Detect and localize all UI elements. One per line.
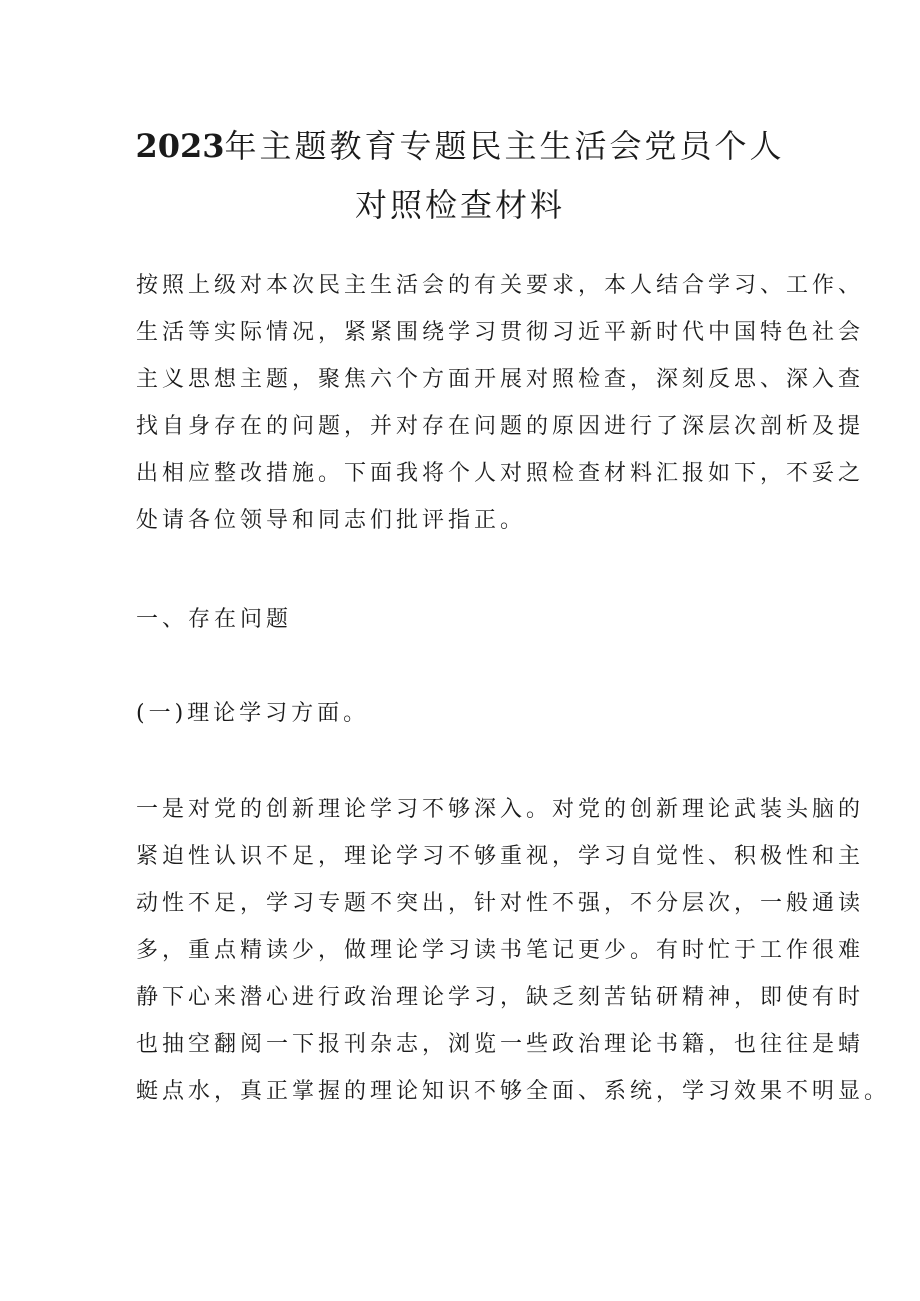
paragraph-line: 处请各位领导和同志们批评指正。 xyxy=(136,508,527,533)
subsection-heading: (一)理论学习方面。 xyxy=(136,701,370,726)
title-year: 2023 xyxy=(135,127,225,165)
paragraph-line: 出相应整改措施。下面我将个人对照检查材料汇报如下，不妥之 xyxy=(136,461,865,486)
paragraph-line: 生活等实际情况，紧紧围绕学习贯彻习近平新时代中国特色社会 xyxy=(136,320,865,345)
document-title-line-2: 对照检查材料 xyxy=(354,186,565,224)
paragraph-line: 一是对党的创新理论学习不够深入。对党的创新理论武装头脑的 xyxy=(136,797,865,822)
paragraph-line: 静下心来潜心进行政治理论学习，缺乏刻苦钻研精神，即使有时 xyxy=(136,985,865,1010)
paragraph-line: 也抽空翻阅一下报刊杂志，浏览一些政治理论书籍，也往往是蜻 xyxy=(136,1032,865,1057)
paragraph-line: 主义思想主题，聚焦六个方面开展对照检查，深刻反思、深入查 xyxy=(136,367,865,392)
intro-paragraph xyxy=(136,262,865,544)
body-paragraph xyxy=(136,786,891,1115)
document-title-line-1 xyxy=(100,126,820,166)
title-text: 年主题教育专题民主生活会党员个人 xyxy=(224,127,785,165)
paragraph-line: 紧迫性认识不足，理论学习不够重视，学习自觉性、积极性和主 xyxy=(136,844,865,869)
section-heading: 一、存在问题 xyxy=(136,607,293,632)
paragraph-line: 动性不足，学习专题不突出，针对性不强，不分层次，一般通读 xyxy=(136,891,865,916)
paragraph-line: 蜓点水，真正掌握的理论知识不够全面、系统，学习效果不明显。 xyxy=(136,1079,891,1104)
paragraph-line: 找自身存在的问题，并对存在问题的原因进行了深层次剖析及提 xyxy=(136,414,865,439)
paragraph-line: 按照上级对本次民主生活会的有关要求，本人结合学习、工作、 xyxy=(136,273,865,298)
paragraph-line: 多，重点精读少，做理论学习读书笔记更少。有时忙于工作很难 xyxy=(136,938,865,963)
